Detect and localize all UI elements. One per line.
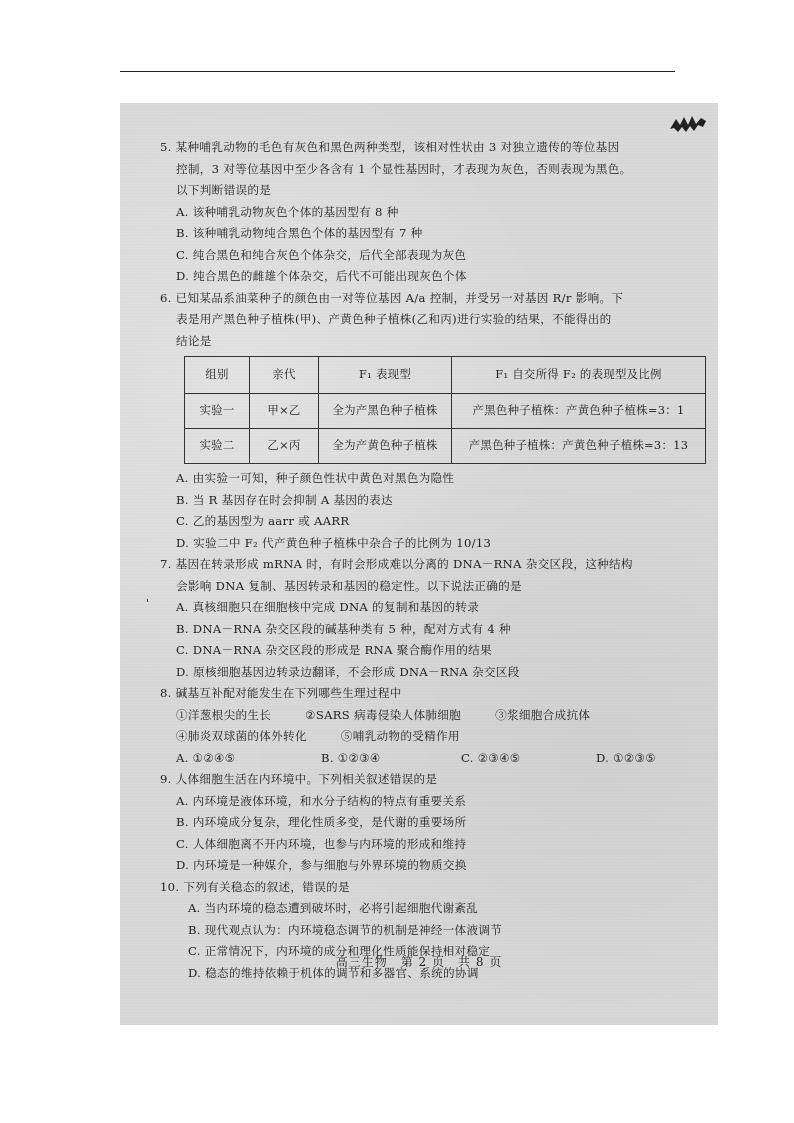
- q8-process-item: ②SARS 病毒侵染人体肺细胞: [305, 707, 462, 722]
- table-cell: 全为产黑色种子植株: [319, 394, 452, 429]
- table-header-row: [185, 357, 706, 394]
- question-8: [160, 683, 715, 769]
- table-cell: 实验一: [185, 394, 250, 429]
- question-content: [160, 137, 715, 984]
- q10-option-d: D. 稳态的维持依赖于机体的调节和多器官、系统的协调: [188, 965, 479, 980]
- q9-option-a: A. 内环境是液体环境，和水分子结构的特点有重要关系: [176, 793, 467, 808]
- publisher-logo-icon: [668, 111, 708, 135]
- q7-option-a: A. 真核细胞只在细胞核中完成 DNA 的复制和基因的转录: [176, 600, 480, 614]
- question-7: [160, 554, 715, 683]
- q5-stem-line: 5. 某种哺乳动物的毛色有灰色和黑色两种类型，该相对性状由 3 对独立遗传的等位基因: [160, 140, 620, 154]
- q8-choice-d: D. ①②③⑤: [596, 750, 656, 765]
- q9-option-c: C. 人体细胞离不开内环境，也参与内环境的形成和维持: [176, 836, 467, 851]
- q8-process-item: ③浆细胞合成抗体: [495, 707, 591, 722]
- table-header-cell: F₁ 表现型: [319, 357, 452, 394]
- q5-option-d: D. 纯合黑色的雌雄个体杂交，后代不可能出现灰色个体: [176, 269, 467, 283]
- q6-stem-line: 表是用产黑色种子植株(甲)、产黄色种子植株(乙和丙)进行实验的结果，不能得出的: [176, 312, 612, 326]
- question-6: [160, 288, 715, 555]
- q5-option-a: A. 该种哺乳动物灰色个体的基因型有 8 种: [176, 204, 399, 219]
- q8-choice-c: C. ②③④⑤: [461, 750, 521, 765]
- experiment-table: [184, 356, 706, 464]
- q7-option-c: C. DNA－RNA 杂交区段的形成是 RNA 聚合酶作用的结果: [176, 643, 492, 657]
- q8-choice-a: A. ①②④⑤: [176, 750, 236, 765]
- table-row: [185, 394, 706, 429]
- margin-mark: ': [146, 597, 150, 610]
- q6-stem-line: 结论是: [176, 333, 212, 348]
- q7-option-b: B. DNA－RNA 杂交区段的碱基种类有 5 种，配对方式有 4 种: [176, 621, 511, 636]
- q9-option-b: B. 内环境成分复杂，理化性质多变，是代谢的重要场所: [176, 815, 467, 829]
- q6-option-c: C. 乙的基因型为 aarr 或 AARR: [176, 514, 350, 528]
- q7-stem-line: 会影响 DNA 复制、基因转录和基因的稳定性。以下说法正确的是: [176, 578, 522, 593]
- table-cell: 全为产黄色种子植株: [319, 429, 452, 464]
- table-header-cell: 亲代: [250, 357, 319, 394]
- q7-stem-line: 7. 基因在转录形成 mRNA 时，有时会形成难以分离的 DNA－RNA 杂交区段，这种结构: [160, 557, 633, 571]
- table-row: [185, 429, 706, 464]
- q6-stem-line: 6. 已知某品系油菜种子的颜色由一对等位基因 A/a 控制，并受另一对基因 R/r 影响。下: [160, 290, 624, 305]
- q5-option-c: C. 纯合黑色和纯合灰色个体杂交，后代全部表现为灰色: [176, 247, 467, 262]
- q8-stem: 8. 碱基互补配对能发生在下列哪些生理过程中: [160, 686, 402, 700]
- scanned-page: [120, 103, 718, 1025]
- q8-choices: [160, 748, 715, 770]
- page-footer: 高三生物 第 2 页 共 8 页: [335, 955, 503, 969]
- table-cell: 产黑色种子植株：产黄色种子植株=3：13: [452, 429, 706, 464]
- table-cell: 实验二: [185, 429, 250, 464]
- table-header-cell: 组别: [185, 357, 250, 394]
- q8-choice-b: B. ①②③④: [321, 750, 381, 765]
- q7-option-d: D. 原核细胞基因边转录边翻译，不会形成 DNA－RNA 杂交区段: [176, 664, 520, 679]
- q6-option-b: B. 当 R 基因存在时会抑制 A 基因的表达: [176, 492, 393, 507]
- table-cell: 甲×乙: [250, 394, 319, 429]
- q8-process-line-2: [160, 726, 715, 748]
- q5-option-b: B. 该种哺乳动物纯合黑色个体的基因型有 7 种: [176, 226, 423, 240]
- q10-option-a: A. 当内环境的稳态遭到破坏时，必将引起细胞代谢紊乱: [188, 901, 479, 915]
- question-9: [160, 769, 715, 877]
- q9-option-d: D. 内环境是一种媒介，参与细胞与外界环境的物质交换: [176, 858, 467, 872]
- q6-option-a: A. 由实验一可知，种子颜色性状中黄色对黑色为隐性: [176, 471, 455, 485]
- q10-stem: 10. 下列有关稳态的叙述，错误的是: [160, 879, 350, 894]
- top-rule: [120, 71, 675, 72]
- q9-stem: 9. 人体细胞生活在内环境中。下列相关叙述错误的是: [160, 772, 438, 786]
- question-5: [160, 137, 715, 288]
- table-cell: 产黑色种子植株：产黄色种子植株=3：1: [452, 394, 706, 429]
- q8-process-item: ⑤哺乳动物的受精作用: [340, 729, 460, 743]
- table-cell: 乙×丙: [250, 429, 319, 464]
- q10-option-b: B. 现代观点认为：内环境稳态调节的机制是神经一体液调节: [188, 922, 503, 937]
- q10-option-c: C. 正常情况下，内环境的成分和理化性质能保持相对稳定: [188, 944, 491, 958]
- q8-process-line-1: [160, 705, 715, 727]
- q8-process-item: ①洋葱根尖的生长: [176, 707, 272, 722]
- table-header-cell: F₁ 自交所得 F₂ 的表现型及比例: [452, 357, 706, 394]
- q5-stem-line: 以下判断错误的是: [176, 183, 272, 197]
- q5-stem-line: 控制，3 对等位基因中至少各含有 1 个显性基因时，才表现为灰色，否则表现为黑色。: [176, 161, 632, 176]
- q6-option-d: D. 实验二中 F₂ 代产黄色种子植株中杂合子的比例为 10/13: [176, 535, 492, 550]
- q8-process-item: ④肺炎双球菌的体外转化: [176, 729, 307, 743]
